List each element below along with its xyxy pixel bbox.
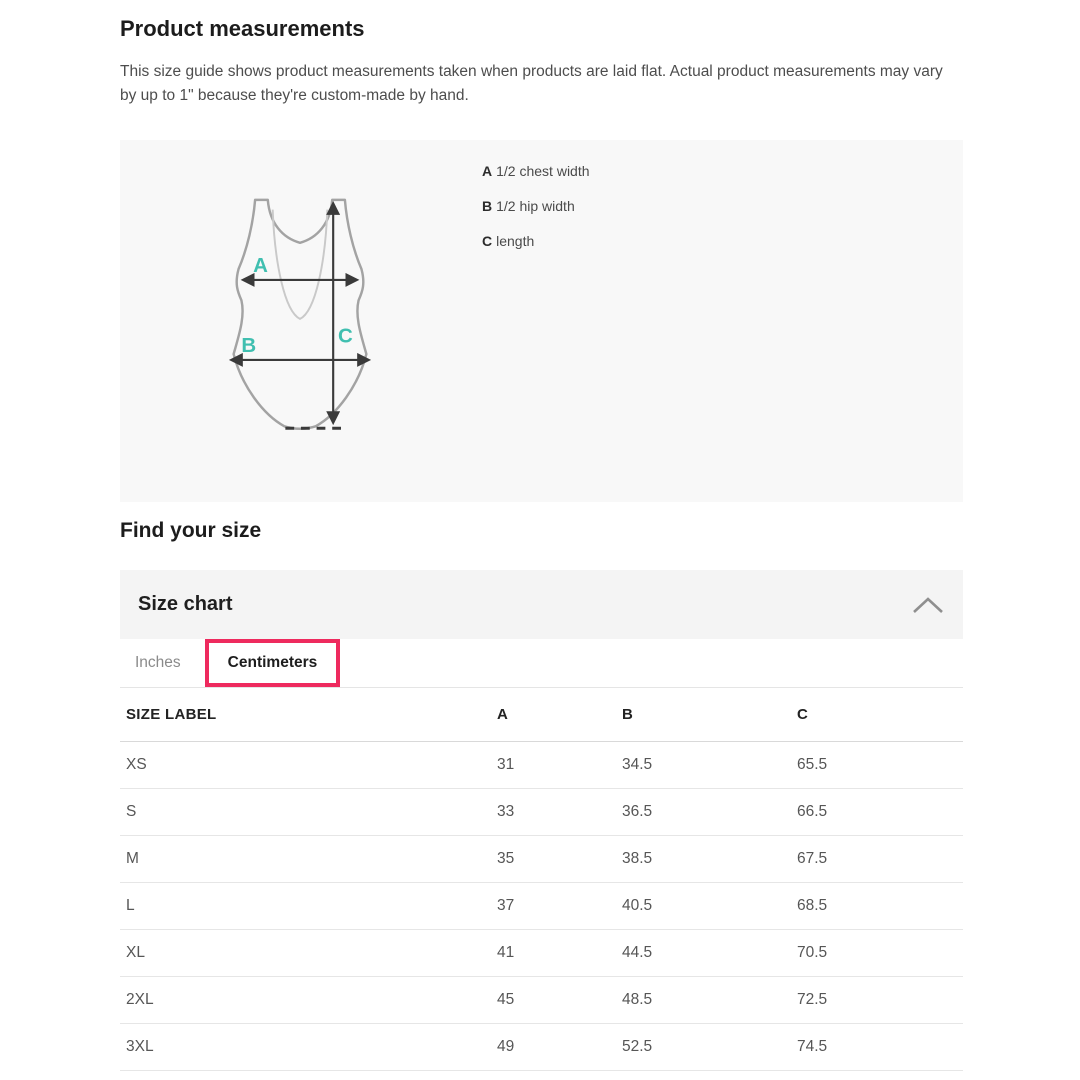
measurement-cell: 65.5 — [797, 741, 963, 788]
measurement-cell: 37 — [497, 882, 622, 929]
swimsuit-outline — [234, 200, 367, 429]
tab-centimeters[interactable]: Centimeters — [205, 639, 341, 687]
legend-key-c: C — [482, 233, 493, 249]
marker-a-label: A — [253, 254, 268, 278]
measurement-cell: 36.5 — [622, 788, 797, 835]
measurement-diagram-panel — [120, 140, 963, 502]
legend-item-hip — [482, 199, 590, 213]
table-row — [120, 835, 963, 882]
measurement-cell: 44.5 — [622, 929, 797, 976]
legend-item-length — [482, 234, 590, 248]
size-chart-table — [120, 688, 963, 1071]
measurement-cell: 66.5 — [797, 788, 963, 835]
table-row — [120, 976, 963, 1023]
legend-key-b: B — [482, 198, 493, 214]
tab-inches[interactable]: Inches — [135, 654, 181, 671]
table-row — [120, 882, 963, 929]
size-label-cell: XL — [120, 929, 497, 976]
size-guide-description: This size guide shows product measurements taken when products are laid flat. Actual product measurements may vary by up to 1" because they're custom-made by hand. — [120, 63, 943, 104]
size-label-cell: S — [120, 788, 497, 835]
legend-label-length: length — [496, 233, 535, 249]
measurement-cell: 67.5 — [797, 835, 963, 882]
unit-tabs — [120, 639, 963, 688]
measurement-cell: 38.5 — [622, 835, 797, 882]
size-label-cell: 3XL — [120, 1023, 497, 1070]
size-label-cell: M — [120, 835, 497, 882]
measurement-cell: 45 — [497, 976, 622, 1023]
table-header-row — [120, 688, 963, 741]
measurement-cell: 41 — [497, 929, 622, 976]
legend-label-hip: 1/2 hip width — [496, 198, 575, 214]
table-row — [120, 929, 963, 976]
column-header-a: A — [497, 688, 622, 741]
measurement-cell: 31 — [497, 741, 622, 788]
table-row — [120, 1023, 963, 1070]
legend-label-chest: 1/2 chest width — [496, 163, 590, 179]
legend-key-a: A — [482, 163, 493, 179]
size-table-body — [120, 741, 963, 1070]
marker-b-label: B — [241, 334, 257, 358]
measurement-cell: 40.5 — [622, 882, 797, 929]
measurement-legend — [482, 164, 590, 269]
size-chart-section — [120, 570, 963, 1071]
swimsuit-inner-neckline — [273, 210, 328, 319]
legend-item-chest — [482, 164, 590, 178]
column-header-size-label: SIZE LABEL — [120, 688, 497, 741]
marker-c-label: C — [338, 324, 353, 348]
measurement-cell: 34.5 — [622, 741, 797, 788]
measurement-cell: 52.5 — [622, 1023, 797, 1070]
measurement-cell: 49 — [497, 1023, 622, 1070]
measurement-cell: 33 — [497, 788, 622, 835]
measurement-cell: 74.5 — [797, 1023, 963, 1070]
column-header-b: B — [622, 688, 797, 741]
size-label-cell: 2XL — [120, 976, 497, 1023]
page-title: Product measurements — [120, 16, 365, 41]
swimsuit-measurement-diagram — [212, 194, 388, 438]
table-row — [120, 788, 963, 835]
measurement-cell: 70.5 — [797, 929, 963, 976]
measurement-cell: 35 — [497, 835, 622, 882]
column-header-c: C — [797, 688, 963, 741]
find-your-size-heading: Find your size — [120, 519, 262, 542]
size-label-cell: L — [120, 882, 497, 929]
chevron-up-icon[interactable] — [911, 596, 945, 614]
table-row — [120, 741, 963, 788]
measurement-cell: 68.5 — [797, 882, 963, 929]
measurement-cell: 48.5 — [622, 976, 797, 1023]
size-label-cell: XS — [120, 741, 497, 788]
size-chart-accordion-header[interactable] — [120, 570, 963, 639]
measurement-cell: 72.5 — [797, 976, 963, 1023]
size-chart-title: Size chart — [138, 593, 233, 615]
